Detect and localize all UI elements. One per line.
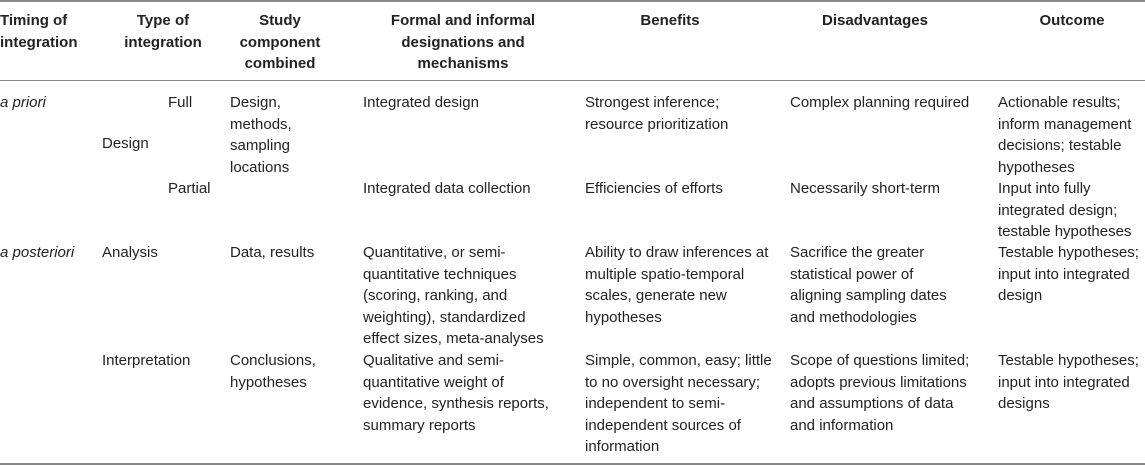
row-benefits: Strongest inference; resource prioritization bbox=[585, 94, 729, 133]
row-formal: Integrated data collection bbox=[363, 180, 531, 197]
top-rule bbox=[0, 0, 1145, 2]
row-timing-a-priori: a priori bbox=[0, 94, 46, 111]
row-subtype-full: Full bbox=[168, 94, 193, 111]
header-formal: Formal and informal designations and mechanisms bbox=[390, 12, 536, 72]
row-component: Data, results bbox=[230, 244, 315, 261]
header-benefits: Benefits bbox=[640, 12, 700, 29]
row-formal: Integrated design bbox=[363, 94, 479, 111]
row-disadvantages: Scope of questions limited; adopts previous limitations and assumptions of data and information bbox=[790, 352, 970, 434]
header-rule bbox=[0, 80, 1145, 81]
header-disadvantages: Disadvantages bbox=[822, 12, 928, 29]
row-disadvantages: Complex planning required bbox=[790, 94, 970, 111]
row-timing-a-posteriori: a posteriori bbox=[0, 244, 75, 261]
row-component: Conclusions, hypotheses bbox=[230, 352, 316, 391]
bottom-rule bbox=[0, 463, 1145, 465]
row-type-interpretation: Interpretation bbox=[102, 352, 191, 369]
header-timing: Timing of integration bbox=[0, 12, 78, 51]
row-formal: Qualitative and semi-quantitative weight of evidence, synthesis reports, summary reports bbox=[363, 352, 549, 434]
row-outcome: Actionable results; inform management decisions; testable hypotheses bbox=[998, 94, 1132, 176]
header-type: Type of integration bbox=[124, 12, 202, 51]
row-type-design: Design bbox=[102, 135, 149, 152]
header-component: Study component combined bbox=[239, 12, 321, 72]
row-formal: Quantitative, or semi-quantitative techniques (scoring, ranking, and weighting), standardized effect sizes, meta-analyses bbox=[363, 244, 544, 347]
row-benefits: Ability to draw inferences at multiple spatio-temporal scales, generate new hypotheses bbox=[585, 244, 769, 326]
row-benefits: Efficiencies of efforts bbox=[585, 180, 723, 197]
row-outcome: Input into fully integrated design; testable hypotheses bbox=[998, 180, 1132, 240]
header-outcome: Outcome bbox=[1039, 12, 1105, 29]
row-subtype-partial: Partial bbox=[168, 180, 211, 197]
row-component: Design, methods, sampling locations bbox=[230, 94, 292, 176]
row-disadvantages: Necessarily short-term bbox=[790, 180, 941, 197]
row-disadvantages: Sacrifice the greater statistical power of aligning sampling dates and methodologies bbox=[790, 244, 947, 326]
row-benefits: Simple, common, easy; little to no oversight necessary; independent to semi-independent sources of information bbox=[585, 352, 772, 455]
row-type-analysis: Analysis bbox=[102, 244, 158, 261]
row-outcome: Testable hypotheses; input into integrated designs bbox=[998, 352, 1139, 412]
row-outcome: Testable hypotheses; input into integrated design bbox=[998, 244, 1139, 304]
